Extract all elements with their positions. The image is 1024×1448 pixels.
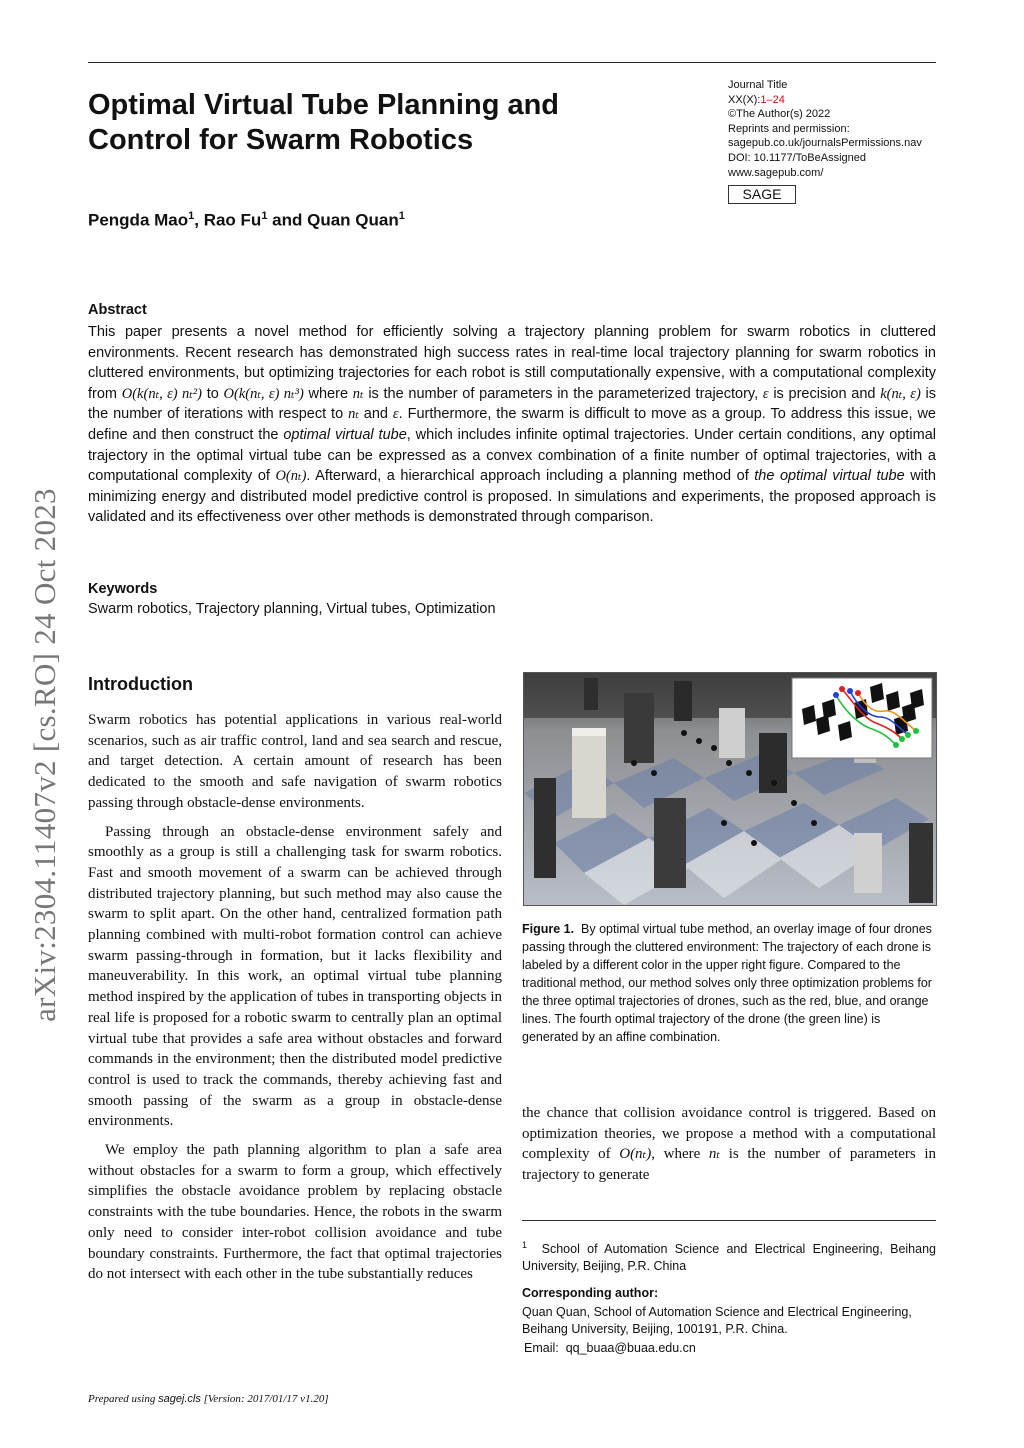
doi: DOI: 10.1177/ToBeAssigned [728,151,866,164]
email-link[interactable]: qq_buaa@buaa.edu.cn [565,1341,696,1355]
math: O(nₜ) [275,468,307,485]
cls-name: sagej.cls [158,1393,201,1405]
affiliation-mark: 1 [398,210,405,222]
figure-1-image [523,672,937,906]
figure-label: Figure 1. [522,922,575,936]
footnote-rule [522,1220,936,1221]
math: O(k(nₜ, ε) nₜ²) [121,385,202,402]
journal-volume: XX(X):1–24 [728,93,785,106]
introduction-left-column [88,710,502,1285]
emphasis: optimal virtual tube [283,426,407,443]
author-name: Quan Quan [307,210,399,230]
emphasis: the optimal virtual tube [754,468,905,485]
keywords-text: Swarm robotics, Trajectory planning, Virtual tubes, Optimization [88,601,496,617]
sage-logo: SAGE [728,185,796,204]
journal-title: Journal Title [728,79,788,91]
page-range-link[interactable]: 1–24 [760,93,785,106]
math: O(k(nₜ, ε) nₜ³) [223,385,304,402]
math: ε [392,406,399,423]
reprints-url: sagepub.co.uk/journalsPermissions.nav [728,137,922,150]
paragraph: We employ the path planning algorithm to plan a safe area without obstacles for a swarm to form a group, which effectively simplifies the obstacle avoidance problem by replacing obstacle constraints with the tube boundaries. Hence, the robots in the swarm only need to consider inter-robot collision avoidance and tube boundary constraints. Furthermore, the fact that optimal trajectories do not intersect with each other in the tube substantially reduces [88,1142,502,1283]
email-line: Email: qq_buaa@buaa.edu.cn [524,1341,696,1355]
lab-photo [524,673,936,905]
abstract-text: This paper presents a novel method for efficiently solving a trajectory planning problem for swarm robotics in cluttered environments. Recent research has demonstrated high success rates in real-time local trajectory planning for swarm robotics in cluttered environments, but optimizing trajectories for each robot is still computationally expensive, with a computational complexity from O(k(nₜ, ε) nₜ²) to O(k(nₜ, ε) nₜ³) where nₜ is the number of parameters in the parameterized trajectory, ε is precision and k(nₜ, ε) is the number of iterations with respect to nₜ and ε. Furthermore, the swarm is difficult to move as a group. To address this issue, we define and then construct the optimal virtual tube, which includes infinite optimal trajectories. Under certain conditions, any optimal trajectory in the optimal virtual tube can be expressed as a convex combination of a finite number of optimal trajectories, with a computational complexity of O(nₜ). Afterward, a hierarchical approach including a planning method of the optimal virtual tube with minimizing energy and distributed model predictive control is proposed. In simulations and experiments, the proposed approach is validated and its effectiveness over other methods is demonstrated through comparison. [88,324,937,526]
copyright: ©The Author(s) 2022 [728,108,831,121]
paper-title: Optimal Virtual Tube Planning and Control for Swarm Robotics [88,89,560,156]
math: ε [762,385,769,402]
keywords-heading: Keywords [88,581,158,597]
corresponding-author-heading: Corresponding author: [522,1286,659,1300]
math: O(nₜ) [619,1146,652,1163]
paragraph: Passing through an obstacle-dense environment safely and smoothly as a group is still a challenging task for swarm robotics. Fast and smooth movement of a swarm can be achieved through distributed trajectory planning, but such method may also cause the swarm to split apart. On the other hand, centralized formation path planning combined with multi-robot formation control can achieve swarm passing-through in formation, but it lacks flexibility and maneuverability. In this work, an optimal virtual tube planning method inspired by the application of tubes in transporting objects in real life is proposed for a robotic swarm to centrally plan an optimal virtual tube that provides a safe area without obstacles and forward commands in the environment; then the distributed model predictive control is used to track the commands, thereby achieving fast and smooth passing of the swarm as a group in obstacle-dense environments. [88,823,502,1130]
website: www.sagepub.com/ [728,166,824,179]
arxiv-sidebar [22,450,68,1060]
introduction-heading: Introduction [88,674,193,694]
page-footer: Prepared using sagej.cls [Version: 2017/01/17 v1.20] [88,1393,329,1405]
introduction-right-column: the chance that collision avoidance control is triggered. Based on optimization theories, we propose a method with a computational complexity of O(nₜ), where nₜ is the number of parameters in trajectory to generate [522,1105,936,1184]
math: k(nₜ, ε) [880,385,921,402]
abstract-heading: Abstract [88,302,147,318]
author-name: Pengda Mao [88,210,189,230]
affiliation-mark: 1 [188,210,195,222]
math: nₜ [708,1146,721,1163]
affiliation-mark: 1 [261,210,268,222]
journal-info [728,78,938,180]
top-rule [88,62,936,63]
corresponding-author-text: Quan Quan, School of Automation Science and Electrical Engineering, Beihang University, Beijing, 100191, P.R. China. [522,1305,912,1336]
arxiv-id: arXiv:2304.11407v2 [cs.RO] 24 Oct 2023 [27,488,62,1022]
math: nₜ [352,385,364,402]
author-name: Rao Fu [203,210,262,230]
author-list: Pengda Mao$^1$, Rao Fu$^1$ and Quan Quan$^1$ [88,210,405,230]
math: nₜ [348,406,359,423]
reprints: Reprints and permission: [728,122,850,135]
paragraph: Swarm robotics has potential applications in various real-world scenarios, such as air traffic control, land and sea search and rescue, and target detection. A certain amount of research has been dedicated to the smooth and safe navigation of swarm robotics passing through obstacle-dense environments. [88,712,502,811]
figure-1-caption: Figure 1. By optimal virtual tube method, an overlay image of four drones passing through the cluttered environment: The trajectory of each drone is labeled by a different color in the upper right figure. Compared to the traditional method, our method solves only three optimization problems for the three optimal trajectories of drones, such as the red, blue, and orange lines. The fourth optimal trajectory of the drone (the green line) is generated by an affine combination. [522,922,932,1044]
affiliation-footnote: $^1$ School of Automation Science and Electrical Engineering, Beihang University, Beijing, P.R. China [522,1240,936,1274]
